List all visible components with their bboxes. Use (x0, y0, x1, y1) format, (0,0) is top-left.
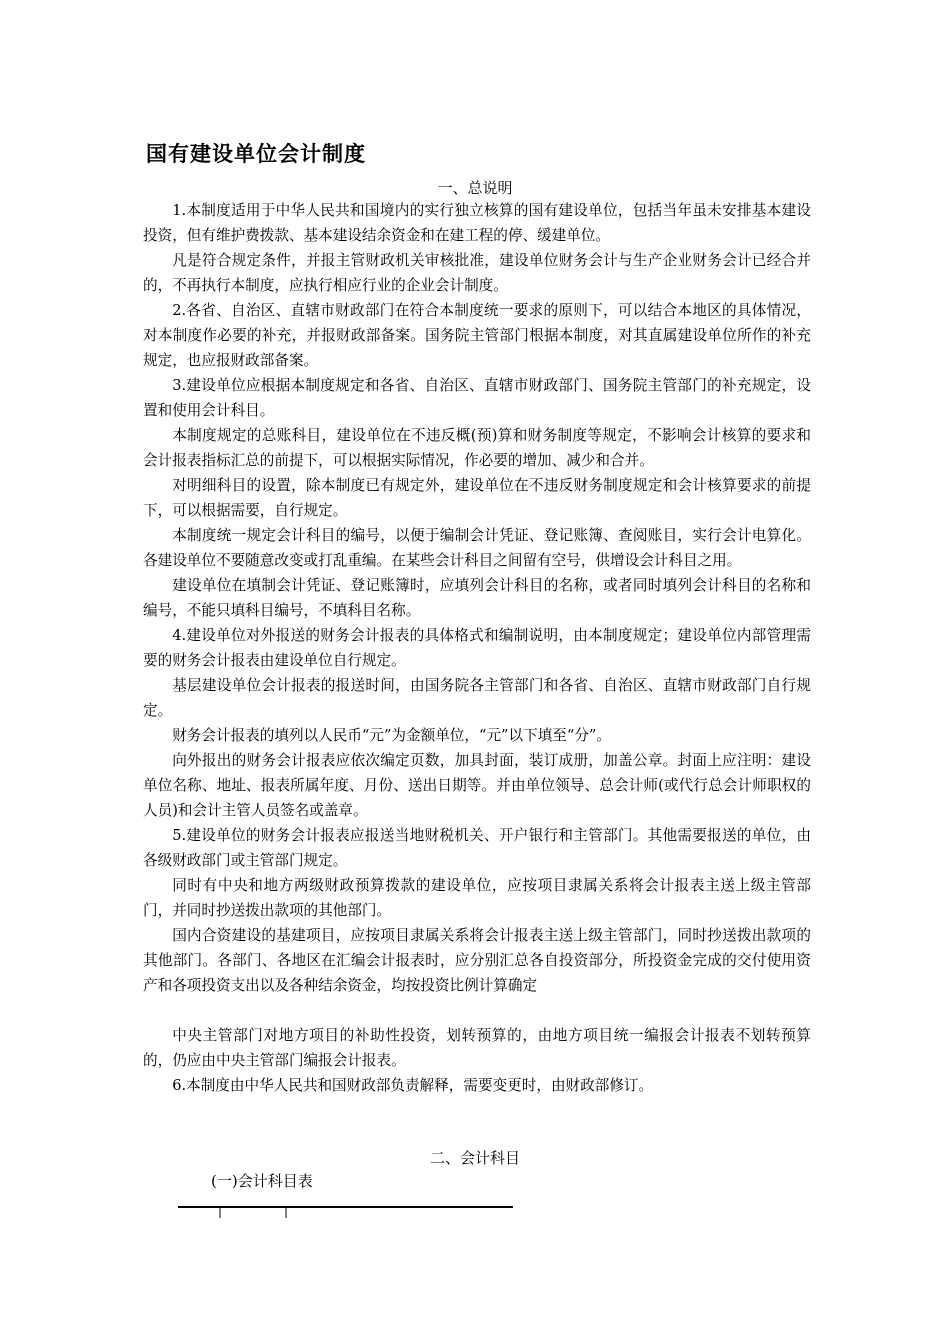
paragraph: 对明细科目的设置，除本制度已有规定外，建设单位在不违反财务制度规定和会计核算要求的前提下，可以根据需要，自行规定。 (143, 477, 811, 519)
table-top-border (178, 1204, 513, 1218)
section-heading-accounts: 二、会计科目 (429, 1149, 520, 1167)
paragraph: 4.建设单位对外报送的财务会计报表的具体格式和编制说明，由本制度规定；建设单位内部管理需要的财务会计报表由建设单位自行规定。 (143, 627, 811, 669)
paragraph: 建设单位在填制会计凭证、登记账簿时，应填列会计科目的名称，或者同时填列会计科目的名称和编号，不能只填科目编号，不填科目名称。 (143, 577, 811, 619)
paragraph: 凡是符合规定条件，并报主管财政机关审核批准，建设单位财务会计与生产企业财务会计已经合并的，不再执行本制度，应执行相应行业的企业会计制度。 (143, 252, 811, 294)
paragraph: 2.各省、自治区、直辖市财政部门在符合本制度统一要求的原则下，可以结合本地区的具体情况，对本制度作必要的补充，并报财政部备案。国务院主管部门根据本制度，对其直属建设单位所作的补充规定，也应报财政部备案。 (143, 302, 811, 369)
paragraph: 6.本制度由中华人民共和国财政部负责解释，需要变更时，由财政部修订。 (172, 1077, 654, 1094)
section-heading-general: 一、总说明 (437, 179, 513, 197)
paragraph: 财务会计报表的填列以人民币“元”为金额单位，“元”以下填至“分”。 (172, 727, 611, 744)
subsection-heading: (一)会计科目表 (211, 1172, 313, 1190)
paragraph: 3.建设单位应根据本制度规定和各省、自治区、直辖市财政部门、国务院主管部门的补充规定，设置和使用会计科目。 (143, 377, 811, 419)
document-title: 国有建设单位会计制度 (146, 142, 366, 166)
paragraph: 基层建设单位会计报表的报送时间，由国务院各主管部门和各省、自治区、直辖市财政部门自行规定。 (143, 677, 811, 719)
paragraph: 国内合资建设的基建项目，应按项目隶属关系将会计报表主送上级主管部门，同时抄送拨出款项的其他部门。各部门、各地区在汇编会计报表时，应分别汇总各自投资部分，所投资金完成的交付使用资产和各项投资支出以及各种结余资金，均按投资比例计算确定 (143, 927, 811, 994)
paragraph: 向外报出的财务会计报表应依次编定页数，加具封面，装订成册，加盖公章。封面上应注明：建设单位名称、地址、报表所属年度、月份、送出日期等。并由单位领导、总会计师(或代行总会计师职权的人员)和会计主管人员签名或盖章。 (143, 752, 811, 819)
paragraph: 同时有中央和地方两级财政预算拨款的建设单位，应按项目隶属关系将会计报表主送上级主管部门，并同时抄送拨出款项的其他部门。 (143, 877, 811, 919)
paragraph: 本制度统一规定会计科目的编号，以便于编制会计凭证、登记账簿、查阅账目，实行会计电算化。各建设单位不要随意改变或打乱重编。在某些会计科目之间留有空号，供增设会计科目之用。 (143, 527, 811, 569)
body-text (143, 198, 811, 1098)
paragraph: 1.本制度适用于中华人民共和国境内的实行独立核算的国有建设单位，包括当年虽未安排基本建设投资，但有维护费拨款、基本建设结余资金和在建工程的停、缓建单位。 (143, 202, 811, 244)
paragraph: 本制度规定的总账科目，建设单位在不违反概(预)算和财务制度等规定，不影响会计核算的要求和会计报表指标汇总的前提下，可以根据实际情况，作必要的增加、减少和合并。 (143, 427, 811, 469)
paragraph: 中央主管部门对地方项目的补助性投资，划转预算的，由地方项目统一编报会计报表不划转预算的，仍应由中央主管部门编报会计报表。 (143, 1027, 811, 1069)
paragraph: 5.建设单位的财务会计报表应报送当地财税机关、开户银行和主管部门。其他需要报送的单位，由各级财政部门或主管部门规定。 (143, 827, 811, 869)
